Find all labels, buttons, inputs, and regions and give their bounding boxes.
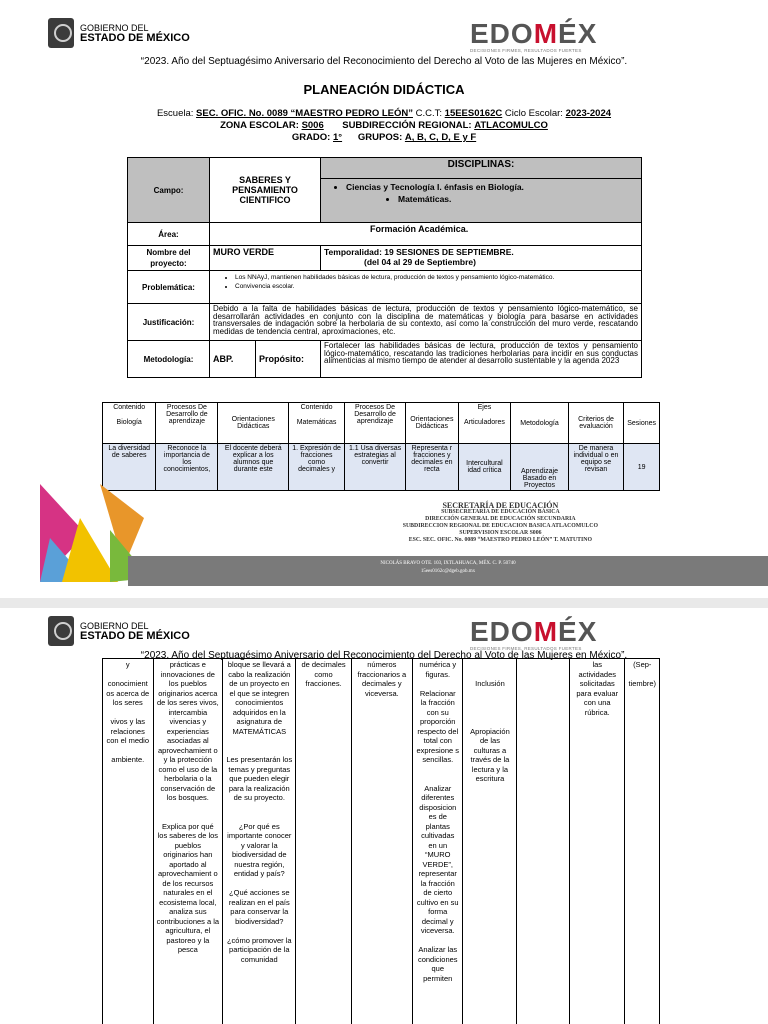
gobierno-logo (48, 18, 190, 48)
disciplinas-list (321, 179, 642, 223)
cell-col2: prácticas e innovaciones de los pueblos originarios acerca de los seres vivos, intercambia vivencias y experiencias asociadas al aprovechamient o y la protección como el uso de la herbolaria o la conservación de los bosques. Explica por qué los saberes de los pueblos originarios han aportado al aprovechamient o de los recursos naturales en el ecosistema local, analiza sus contribuciones a la agricultura, el pastoreo y la pesca (153, 659, 223, 1024)
proposito-label: Propósito: (256, 341, 321, 378)
header-procesos-1: Procesos De Desarrollo de aprendizaje (156, 403, 218, 444)
cell-col1: y conocimient os acerca de los seres vivos y las relaciones con el medio ambiente. (103, 659, 154, 1024)
temporalidad: Temporalidad: 19 SESIONES DE SEPTIEMBRE. (del 04 al 29 de Septiembre) (321, 246, 642, 271)
cell-col4: de decimales como fracciones. (296, 659, 351, 1024)
metodologia-value: ABP. (210, 341, 256, 378)
footer-email: 15ees0162c@dgeb.gob.mx (420, 569, 476, 574)
cell-col9: las actividades solicitadas para evaluar con una rúbrica. (569, 659, 625, 1024)
cell-col7: Inclusión Apropiación de las culturas a través de la lectura y la escritura (463, 659, 517, 1024)
page-title: PLANEACIÓN DIDÁCTICA (303, 82, 465, 97)
proposito-value: Fortalecer las habilidades básicas de lectura, producción de textos y pensamiento lógico-matemático, rescatando las tradiciones herbolarias para incidir en sus conductas alimenticias al mismo tiempo de atender al desarrollo sustentable y la agenda 2023 (321, 341, 642, 378)
cell-orientaciones-2: Representa r fracciones y decimales en recta (406, 444, 459, 491)
cell-criterios: De manera individual o en equipo se revisan (568, 444, 623, 491)
cell-metodologia: Aprendizaje Basado en Proyectos (511, 444, 569, 491)
header-orientaciones-2: Orientaciones Didácticas (406, 403, 459, 444)
zone-info-line: ZONA ESCOLAR: S006 SUBDIRECCIÓN REGIONAL: ATLACOMULCO (220, 120, 548, 131)
table-row (103, 659, 660, 1024)
edomex-logo: EDOMÉX DECISIONES FIRMES, RESULTADOS FUERTES (470, 616, 598, 651)
header-procesos-2: Procesos De Desarrollo de aprendizaje (345, 403, 406, 444)
table-row (103, 444, 660, 491)
justificacion-value: Debido a la falta de habilidades básicas de lectura, producción de textos y pensamiento lógico-matemático, se desarrollarán actividades en conjunto con la disciplina de matemáticas y biología para basarse en actividades transversales de indagación sobre la herbolaria de su contexto, así como la construcción del muro verde, rescatando medidas de tendencia central, aproximaciones, etc. (210, 304, 642, 341)
cell-col8 (517, 659, 570, 1024)
footer-address: NICOLÁS BRAVO OTE. 103, IXTLAHUACA, MÉX. C. P. 50740 (380, 561, 516, 566)
gobierno-logo: GOBIERNO DEL ESTADO DE MÉXICO (48, 616, 190, 646)
area-label: Área: (128, 223, 210, 246)
cell-contenido-matematicas: 1. Expresión de fracciones como decimales y (289, 444, 345, 491)
disciplina-2: • Matemáticas. (398, 194, 638, 204)
cell-col10: (Sep- tiembre) (625, 659, 660, 1024)
gov-line1: GOBIERNO DEL (80, 23, 149, 33)
cell-sesiones: 19 (624, 444, 660, 491)
cell-col6: numérica y figuras. Relacionar la fracción con su proporción respecto del total con expresione s sencillas. Analizar diferentes disposicion es de plantas cultivadas en un “MURO VERDE”, representar la fracción de cierto cultivo en su forma decimal y viceversa. Analizar las condiciones que permiten (413, 659, 463, 1024)
problematica-label: Problemática: (128, 271, 210, 304)
cct-code: 15EES0162C (444, 108, 503, 119)
header-sesiones: Sesiones (624, 403, 660, 444)
header-ejes: Ejes Articuladores (458, 403, 510, 444)
contents-table (102, 402, 660, 491)
continuation-table (102, 658, 660, 1024)
metodologia-label: Metodología: (128, 341, 210, 378)
cell-procesos-1: Reconoce la importancia de los conocimientos, (156, 444, 218, 491)
state-seal-icon (48, 18, 74, 48)
project-name: MURO VERDE (210, 246, 321, 271)
document-page-2 (0, 608, 768, 1024)
school-year: 2023-2024 (565, 108, 612, 119)
disciplina-1: • Ciencias y Tecnología I. énfasis en Biología. (346, 182, 638, 192)
problematica-value: • Los NNAyJ, mantienen habilidades básicas de lectura, producción de textos y pensamiento lógico-matemático. • Convivencia escolar. (210, 271, 642, 304)
cell-contenido-biologia: La diversidad de saberes (103, 444, 156, 491)
motto: “2023. Año del Septuagésimo Aniversario del Reconocimiento del Derecho al Voto de las Mujeres en México”. (140, 650, 628, 661)
justificacion-label: Justificación: (128, 304, 210, 341)
cell-procesos-2: 1.1 Usa diversas estrategias al convertir (345, 444, 406, 491)
edomex-slogan: DECISIONES FIRMES, RESULTADOS FUERTES (470, 48, 582, 53)
footer-address-bar (128, 556, 768, 586)
grade-info-line: GRADO: 1° GRUPOS: A, B, C, D, E y F (291, 132, 477, 143)
nombre-label: Nombre del proyecto: (128, 246, 210, 271)
school-name: SEC. OFIC. No. 0089 “MAESTRO PEDRO LEÓN” (196, 108, 413, 119)
school-info-line: Escuela: SEC. OFIC. No. 0089 “MAESTRO PEDRO LEÓN” C.C.T: 15EES0162C Ciclo Escolar: 2023-2024 (156, 108, 612, 119)
cell-orientaciones-1: El docente deberá explicar a los alumnos que durante este (218, 444, 289, 491)
motto: “2023. Año del Septuagésimo Aniversario del Reconocimiento del Derecho al Voto de las Mujeres en México”. (140, 56, 628, 67)
edomex-logo: EDOMÉX DECISIONES FIRMES, RESULTADOS FUERTES (470, 18, 598, 53)
header-criterios: Criterios de evaluación (568, 403, 623, 444)
header-contenido-biologia: Contenido Biología (103, 403, 156, 444)
footer-institution: SECRETARÍA DE EDUCACIÓN SUBSECRETARÍA DE EDUCACIÓN BÁSICA DIRECCIÓN GENERAL DE EDUCACIÓN SECUNDARIA SUBDIRECCION REGIONAL DE EDUCACION BASICA ATLACOMULCO SUPERVISION ESCOLAR S006 ESC. SEC. OFIC. No. 0089 “MAESTRO PEDRO LEÓN” T. MATUTINO (402, 501, 598, 543)
campo-label: Campo: (128, 158, 210, 223)
area-value: Formación Académica. (210, 223, 642, 246)
state-seal-icon (48, 616, 74, 646)
cell-col3: bloque se llevará a cabo la realización de un proyecto en el que se integren conocimientos adquiridos en la asignatura de MATEMÁTICAS Les presentarán los temas y preguntas que pueden elegir para la realización de su proyecto. ¿Por qué es importante conocer y valorar la biodiversidad de nuestra región, entidad y país? ¿Qué acciones se realizan en el país para conservar la biodiversidad? ¿cómo promover la participación de la comunidad (223, 659, 296, 1024)
header-orientaciones-1: Orientaciones Didácticas (218, 403, 289, 444)
planning-table (127, 157, 642, 378)
campo-value: SABERES Y PENSAMIENTO CIENTIFICO (210, 158, 321, 223)
gov-line2: ESTADO DE MÉXICO (80, 32, 190, 44)
header-contenido-matematicas: Contenido Matemáticas (289, 403, 345, 444)
contents-header-row (103, 403, 660, 444)
disciplinas-label: DISCIPLINAS: (321, 158, 642, 179)
cell-ejes: Intercultural idad crítica (458, 444, 510, 491)
cell-col5: números fraccionarios a decimales y viceversa. (351, 659, 412, 1024)
header-metodologia: Metodología (511, 403, 569, 444)
